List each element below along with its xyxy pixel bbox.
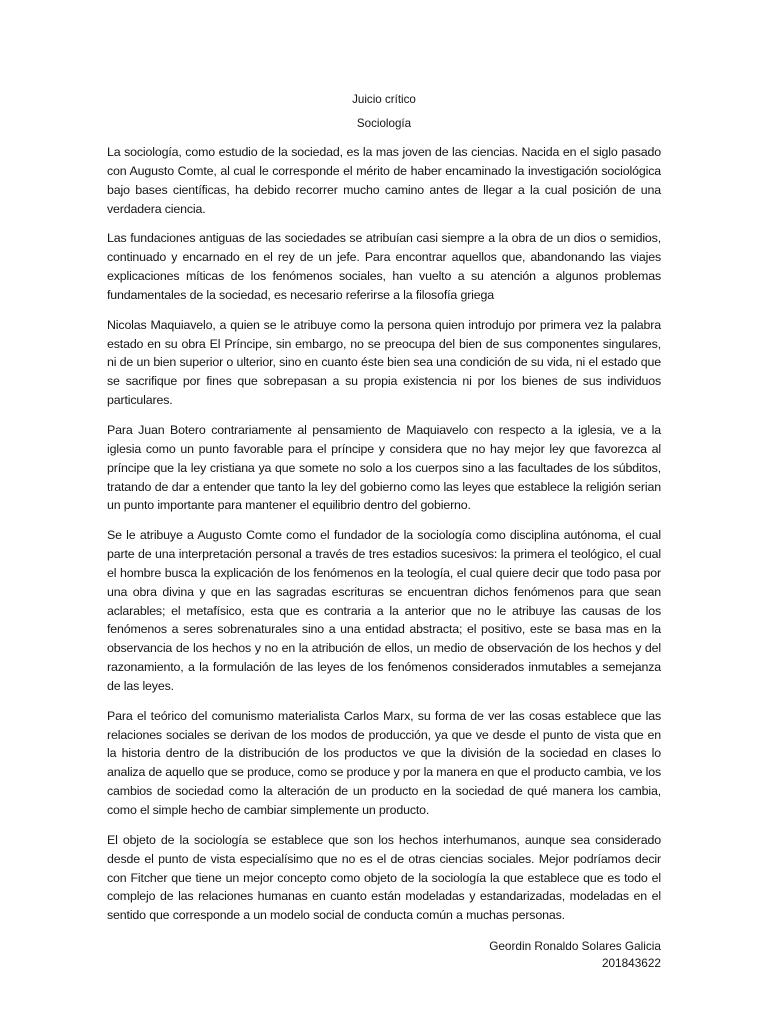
document-title: Juicio crítico (352, 93, 416, 106)
document-body (107, 143, 661, 925)
paragraph: El objeto de la sociología se establece que son los hechos interhumanos, aunque sea considerado desde el punto de vista especialísimo que no es el de otras ciencias sociales. Mejor podríamos decir con Fitcher que tiene un mejor concepto como objeto de la sociología la que establece que es todo el complejo de las relaciones humanas en cuanto están modeladas y estandarizadas, modeladas en el sentido que corresponde a un modelo social de conducta común a muchas personas. (107, 832, 661, 923)
document-subtitle: Sociología (356, 117, 412, 130)
paragraph: Para Juan Botero contrariamente al pensamiento de Maquiavelo con respecto a la iglesia, ve a la iglesia como un punto favorable para el príncipe y considera que no hay mejor ley que favorezca al príncipe que la ley cristiana ya que somete no solo a los cuerpos sino a las facultades de los súbditos, tratando de dar a entender que tanto la ley del gobierno como las leyes que establece la religión serian un punto importante para mantener el equilibrio dentro del gobierno. (107, 422, 661, 513)
paragraph: Las fundaciones antiguas de las sociedades se atribuían casi siempre a la obra de un dios o semidios, continuado y encarnado en el rey de un jefe. Para encontrar aquellos que, abandonando las viajes explicaciones míticas de los fenómenos sociales, han vuelto a su atención a algunos problemas fundamentales de la sociedad, es necesario referirse a la filosofía griega (107, 231, 661, 302)
paragraph: Nicolas Maquiavelo, a quien se le atribuye como la persona quien introdujo por primera vez la palabra estado en su obra El Príncipe, sin embargo, no se preocupa del bien de sus componentes singulares, ni de un bien superior o ulterior, sino en cuanto éste bien sea una condición de su vida, ni el estado que se sacrifique por fines que sobrepasan a su propia existencia ni por los bienes de sus individuos particulares. (107, 317, 661, 408)
student-id: 201843622 (601, 956, 661, 971)
author-name: Geordin Ronaldo Solares Galicia (489, 939, 661, 954)
paragraph: Para el teórico del comunismo materialista Carlos Marx, su forma de ver las cosas establece que las relaciones sociales se derivan de los modos de producción, ya que ve desde el punto de vista que en la historia dentro de la distribución de los productos ve que la división de la sociedad en clases lo analiza de aquello que se produce, como se produce y por la manera en que el producto cambia, ve los cambios de sociedad como la alteración de un producto en la sociedad de qué manera los cambia, como el simple hecho de cambiar simplemente un producto. (107, 708, 661, 817)
signature-block (107, 938, 661, 972)
paragraph: La sociología, como estudio de la sociedad, es la mas joven de las ciencias. Nacida en el siglo pasado con Augusto Comte, al cual le corresponde el mérito de haber encaminado la investigación sociológica bajo bases científicas, ha debido recorrer mucho camino antes de llegar a la cual posición de una verdadera ciencia. (107, 145, 661, 216)
paragraph: Se le atribuye a Augusto Comte como el fundador de la sociología como disciplina autónoma, el cual parte de una interpretación personal a través de tres estadios sucesivos: la primera el teológico, el cual el hombre busca la explicación de los fenómenos en la teología, el cual quiere decir que todo pasa por una obra divina y que en las sagradas escrituras se encuentran dichos fenómenos para que sean aclarables; el metafísico, esta que es contraria a la anterior que no le atribuye las causas de los fenómenos a seres sobrenaturales sino a una entidad abstracta; el positivo, este se basa mas en la observancia de los hechos y no en la atribución de ellos, un medio de observación de los hechos y del razonamiento, a la formulación de las leyes de los fenómenos considerados inmutables a semejanza de las leyes. (107, 528, 661, 693)
